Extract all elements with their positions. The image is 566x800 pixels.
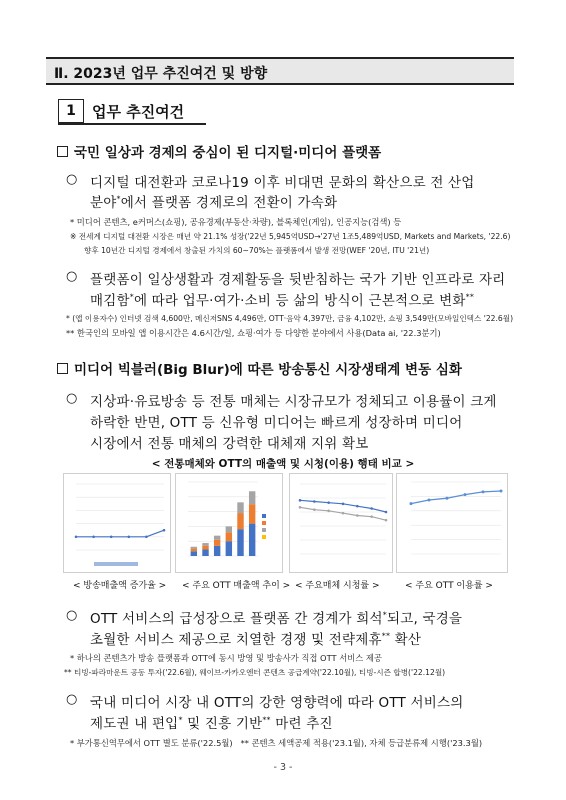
para4-line2: 초월한 서비스 제공으로 치열한 경쟁 및 전략제휴** 확산 bbox=[90, 631, 422, 648]
circle-bullet-icon: ○ bbox=[66, 172, 78, 187]
bar-segment bbox=[249, 491, 255, 504]
caption-2: < 주요 OTT 매출액 추이 > bbox=[182, 581, 291, 591]
note1-b: ※ 전세계 디지털 대전환 시장은 매년 약 21.1% 성장('22년 5,945억USD→'27년 1조5,489억USD, Markets and Markets, '22.6) bbox=[70, 232, 511, 241]
para3-line2: 하락한 반면, OTT 등 신유형 미디어는 빠르게 성장하며 미디어 bbox=[90, 415, 463, 431]
para1-line2: 분야*에서 플랫폼 경제로의 전환이 가속화 bbox=[90, 194, 338, 211]
section-title: Ⅱ. 2023년 업무 추진여건 및 방향 bbox=[54, 66, 268, 82]
bar-segment bbox=[214, 536, 220, 540]
data-point bbox=[75, 536, 78, 539]
checkbox-square-icon bbox=[57, 146, 68, 157]
bar-segment bbox=[226, 532, 232, 541]
note4-b: ** 티빙-파라마운트 공동 투자('22.6월), 웨이브-카카오엔터 콘텐츠 공급계약('22.10월), 티빙-시즌 합병('22.12월) bbox=[64, 668, 446, 677]
para4-line1: OTT 서비스의 급성장으로 플랫폼 간 경계가 희석*되고, 국경을 bbox=[90, 610, 463, 627]
bar-segment bbox=[237, 513, 243, 529]
ott-usage-chart bbox=[396, 473, 508, 573]
data-point bbox=[342, 503, 345, 506]
bar-segment bbox=[249, 524, 255, 556]
para2-line1: 플랫폼이 일상생활과 경제활동을 뒷받침하는 국가 기반 인프라로 자리 bbox=[90, 272, 506, 288]
para2-line2: 매김함*에 따라 업무·여가·소비 등 삶의 방식이 근본적으로 변화** bbox=[90, 292, 475, 309]
data-point bbox=[482, 490, 485, 493]
subsection-title: 업무 추진여건 bbox=[92, 103, 185, 121]
data-point bbox=[370, 507, 373, 510]
legend-swatch bbox=[262, 521, 266, 525]
note1-a: * 미디어 콘텐츠, e커머스(쇼핑), 공유경제(부동산·차량), 블록체인(게임), 인공지능(검색) 등 bbox=[70, 217, 402, 227]
caption-3: < 주요매체 시청률 > bbox=[295, 581, 380, 591]
data-point bbox=[385, 519, 388, 522]
section-header bbox=[46, 57, 514, 85]
data-point bbox=[410, 502, 413, 505]
broadcast-revenue-chart bbox=[63, 473, 171, 573]
bar-segment bbox=[191, 549, 197, 552]
data-point bbox=[356, 505, 359, 508]
note2-b: ** 한국인의 모바일 앱 이용시간은 4.6시간/일, 쇼핑·여가 등 다양한 분야에서 사용(Data ai, '22.3분기) bbox=[66, 328, 441, 338]
circle-bullet-icon: ○ bbox=[66, 692, 78, 707]
data-point bbox=[327, 510, 330, 513]
bar-segment bbox=[202, 546, 208, 550]
data-point bbox=[313, 500, 316, 503]
data-point bbox=[313, 508, 316, 511]
data-point bbox=[299, 506, 302, 509]
bar-segment bbox=[226, 526, 232, 532]
data-point bbox=[464, 493, 467, 496]
bar-segment bbox=[214, 546, 220, 556]
legend-swatch bbox=[262, 514, 266, 518]
data-point bbox=[92, 536, 95, 539]
para5-line2: 제도권 내 편입* 및 진흥 기반** 마련 추진 bbox=[90, 715, 333, 732]
data-point bbox=[163, 529, 166, 532]
data-point bbox=[428, 499, 431, 502]
data-point bbox=[370, 515, 373, 518]
para3-line1: 지상파·유료방송 등 전통 매체는 시장규모가 정체되고 이용률이 크게 bbox=[90, 394, 497, 410]
data-point bbox=[110, 536, 113, 539]
data-point bbox=[500, 490, 503, 493]
note2-a: * (앱 이용자수) 인터넷 검색 4,600만, 메신저SNS 4,496만, OTT·음악 4,397만, 금융 4,102만, 쇼핑 3,549만(모바일인덱스 '22.6월) bbox=[66, 314, 514, 323]
circle-bullet-icon: ○ bbox=[66, 269, 78, 284]
heading-platform: 국민 일상과 경제의 중심이 된 디지털·미디어 플랫폼 bbox=[74, 145, 382, 161]
bar-segment bbox=[226, 541, 232, 556]
data-point bbox=[342, 512, 345, 515]
chart-title: < 전통매체와 OTT의 매출액 및 시청(이용) 행태 비교 > bbox=[151, 458, 415, 470]
bar-segment bbox=[191, 547, 197, 549]
legend-swatch bbox=[94, 562, 138, 566]
bar-segment bbox=[237, 502, 243, 513]
bar-segment bbox=[202, 550, 208, 556]
data-point bbox=[145, 536, 148, 539]
para1-line1: 디지털 대전환과 코로나19 이후 비대면 문화의 확산으로 전 산업 bbox=[90, 175, 475, 191]
bar-segment bbox=[237, 529, 243, 556]
bar-segment bbox=[202, 543, 208, 546]
bar-segment bbox=[249, 504, 255, 523]
bar-segment bbox=[214, 540, 220, 546]
circle-bullet-icon: ○ bbox=[66, 391, 78, 406]
data-point bbox=[299, 499, 302, 502]
heading-media: 미디어 빅블러(Big Blur)에 따른 방송통신 시장생태계 변동 심화 bbox=[74, 362, 462, 378]
ott-revenue-chart bbox=[175, 473, 283, 573]
data-point bbox=[128, 536, 131, 539]
subsection-number: 1 bbox=[58, 99, 84, 123]
caption-4: < 주요 OTT 이용률 > bbox=[405, 581, 493, 591]
para5-line1: 국내 미디어 시장 내 OTT의 강한 영향력에 따라 OTT 서비스의 bbox=[90, 695, 464, 711]
data-point bbox=[327, 501, 330, 504]
media-viewing-chart bbox=[289, 473, 393, 573]
series-line bbox=[411, 491, 501, 504]
checkbox-square-icon bbox=[57, 363, 68, 374]
data-point bbox=[356, 514, 359, 517]
series-line bbox=[76, 530, 164, 537]
circle-bullet-icon: ○ bbox=[66, 608, 78, 623]
page-number: - 3 - bbox=[273, 762, 293, 773]
data-point bbox=[446, 497, 449, 500]
caption-1: < 방송매출액 증가율 > bbox=[73, 581, 167, 591]
series-line bbox=[300, 500, 386, 512]
note5: * 부가통신역무에서 OTT 별도 분류('22.5월) ** 콘텐츠 세액공제 적용('23.1월), 자체 등급분류제 시행('23.3월) bbox=[70, 738, 483, 748]
legend-swatch bbox=[262, 528, 266, 532]
legend-swatch bbox=[262, 535, 266, 539]
bar-segment bbox=[191, 551, 197, 556]
note4-a: * 하나의 콘텐츠가 방송 플랫폼과 OTT에 동시 방영 및 방송사가 직접 OTT 서비스 제공 bbox=[70, 653, 382, 663]
subsection-underline bbox=[58, 123, 206, 125]
para3-line3: 시장에서 전통 매체의 강력한 대체재 지위 확보 bbox=[90, 436, 369, 452]
data-point bbox=[385, 511, 388, 514]
note1-c: 향후 10년간 디지털 경제에서 창출된 가치의 60~70%는 플랫폼에서 발생 전망(WEF '20년, ITU '21년) bbox=[84, 246, 430, 255]
